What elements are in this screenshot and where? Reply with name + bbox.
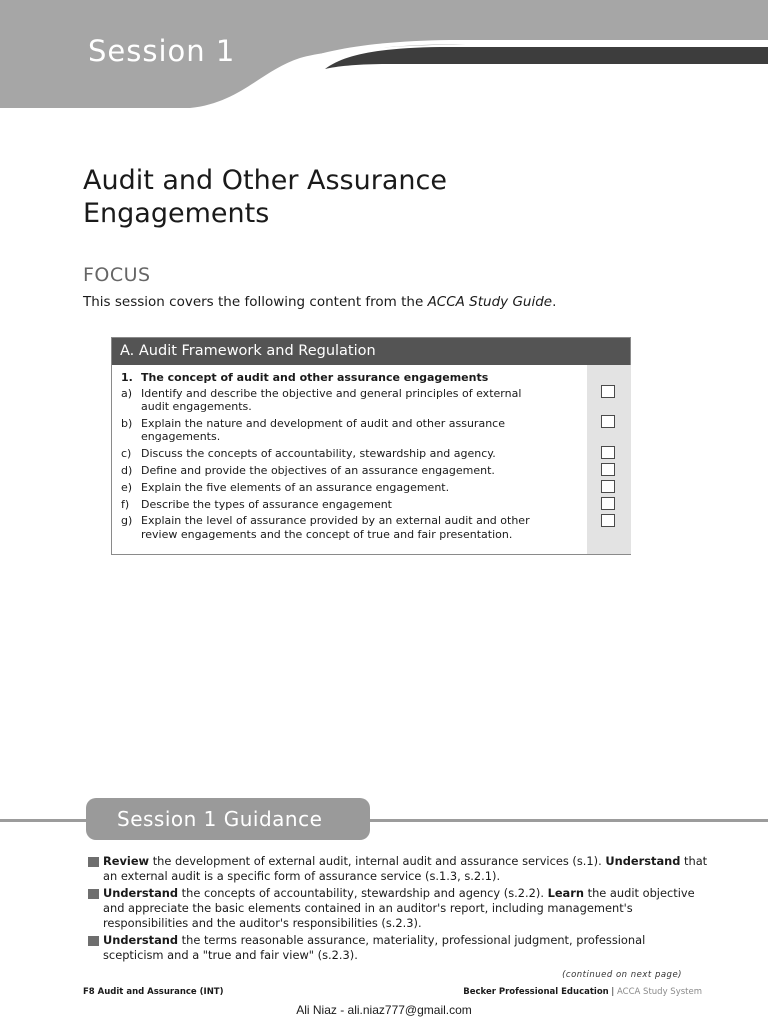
checkbox-item-e[interactable]: [601, 480, 615, 493]
study-guide-item-c: [121, 447, 581, 461]
guidance-keyword: Review: [103, 854, 150, 868]
item-marker: e): [121, 480, 133, 494]
footer-series-name: ACCA Study System: [617, 987, 702, 997]
item-text-line-1: Explain the five elements of an assurance engagement.: [141, 480, 450, 494]
item-text-line-2: engagements.: [141, 430, 221, 443]
square-bullet-icon: [88, 857, 99, 867]
guidance-keyword: Understand: [605, 854, 681, 868]
study-guide-box-title: A. Audit Framework and Regulation: [112, 338, 630, 365]
guidance-item: [88, 854, 708, 884]
item-text-line-2: audit engagements.: [141, 400, 252, 413]
item-text-line-2: review engagements and the concept of true and fair presentation.: [141, 527, 513, 541]
focus-intro-suffix: .: [552, 294, 557, 310]
square-bullet-icon: [88, 889, 99, 899]
item-marker: g): [121, 514, 133, 527]
study-guide-item-b: [121, 417, 581, 444]
guidance-keyword: Learn: [547, 886, 584, 900]
study-guide-list: [121, 371, 581, 541]
watermark: Ali Niaz - ali.niaz777@gmail.com: [296, 1003, 472, 1017]
checkbox-item-b[interactable]: [601, 415, 615, 428]
checkbox-item-c[interactable]: [601, 446, 615, 459]
checkbox-item-f[interactable]: [601, 497, 615, 510]
session-number-title: Session 1: [88, 34, 236, 68]
guidance-text: the terms reasonable assurance, materiality, professional judgment, professional scepticism and a "true and fair view" (s.2.3).: [103, 933, 646, 962]
guidance-text: the development of external audit, internal audit and assurance services (s.1).: [149, 854, 606, 868]
footer-publisher: [463, 987, 702, 997]
page-title-line-1: Audit and Other Assurance: [83, 165, 447, 196]
study-guide-item-f: [121, 498, 581, 512]
focus-intro-italic: ACCA Study Guide: [427, 294, 553, 310]
footer-publisher-name: Becker Professional Education: [463, 987, 609, 997]
study-guide-item-d: [121, 464, 581, 478]
study-guide-box: [111, 337, 631, 555]
guidance-text: the audit objective and appreciate the basic elements contained in an auditor's report, including management's responsibilities and the auditor's responsibilities (s.2.3).: [103, 886, 695, 930]
footer-separator: |: [608, 987, 617, 997]
item-marker: a): [121, 386, 133, 400]
item-marker: 1.: [121, 371, 133, 384]
study-guide-heading-item: [121, 371, 581, 385]
guidance-item: [88, 933, 708, 963]
item-marker: b): [121, 416, 133, 430]
study-guide-item-e: [121, 481, 581, 495]
guidance-item: [88, 886, 708, 931]
guidance-keyword: Understand: [103, 886, 179, 900]
square-bullet-icon: [88, 936, 99, 946]
focus-heading: FOCUS: [83, 264, 151, 286]
study-guide-item-g: [121, 514, 581, 541]
guidance-text: that an external audit is a specific form of assurance service (s.1.3, s.2.1).: [103, 854, 708, 883]
guidance-list: [88, 854, 708, 965]
guidance-text: the concepts of accountability, stewardship and agency (s.2.2).: [178, 886, 548, 900]
continued-note: (continued on next page): [562, 970, 682, 980]
item-marker: d): [121, 463, 133, 477]
footer-course-title: F8 Audit and Assurance (INT): [83, 987, 224, 997]
item-text-line-1: Describe the types of assurance engagement: [141, 497, 392, 511]
item-text-line-1: Discuss the concepts of accountability, stewardship and agency.: [141, 446, 496, 460]
item-text-line-1: The concept of audit and other assurance engagements: [141, 371, 489, 384]
focus-intro-prefix: This session covers the following content from the: [83, 294, 428, 310]
checkbox-item-a[interactable]: [601, 385, 615, 398]
page-title: [83, 164, 447, 230]
guidance-keyword: Understand: [103, 933, 179, 947]
page-title-line-2: Engagements: [83, 198, 270, 229]
guidance-tab: Session 1 Guidance: [86, 798, 370, 840]
checkbox-item-g[interactable]: [601, 514, 615, 527]
item-marker: f): [121, 497, 130, 511]
item-text-line-1: Explain the level of assurance provided by an external audit and other: [141, 514, 530, 527]
item-text-line-1: Identify and describe the objective and general principles of external: [141, 386, 522, 400]
focus-intro: [83, 294, 556, 310]
item-text-line-1: Explain the nature and development of audit and other assurance: [141, 416, 505, 430]
study-guide-item-a: [121, 387, 581, 414]
item-text-line-1: Define and provide the objectives of an assurance engagement.: [141, 463, 495, 477]
checkbox-item-d[interactable]: [601, 463, 615, 476]
item-marker: c): [121, 446, 132, 460]
